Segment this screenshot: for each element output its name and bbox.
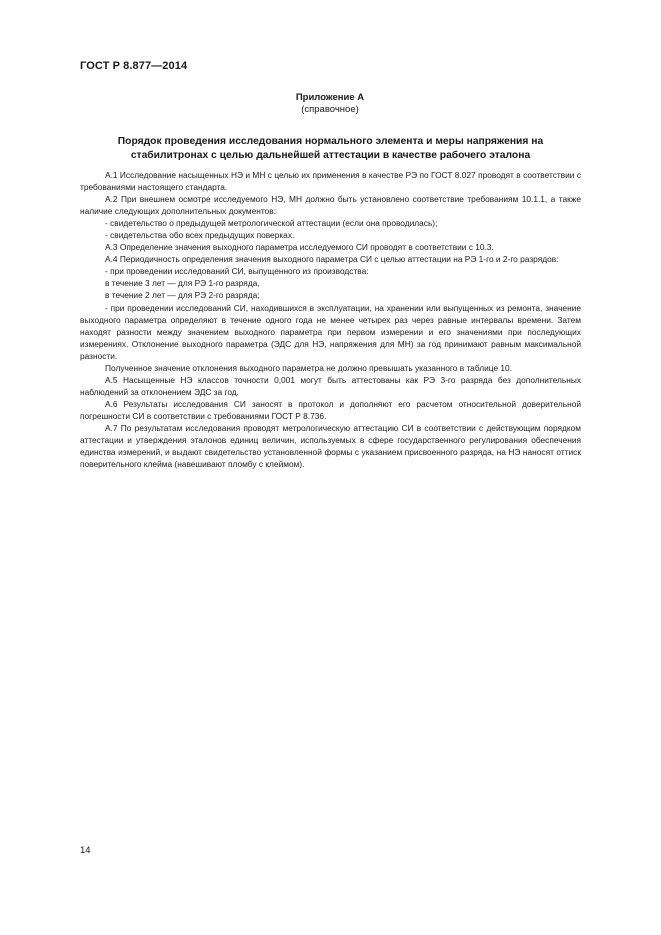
- list-item: в течение 3 лет — для РЭ 1-го разряда,: [105, 278, 260, 289]
- paragraph-a7: А.7 По результатам исследования проводят метрологическую аттестацию СИ в соответствии с действующим порядком аттестации и утверждения эталонов единиц величин, используемых в сфере государственного регулирования обеспечения единства измерений, и выдают свидетельство установленной формы с указанием присвоенного разряда, на НЭ наносят оттиск поверительного клейма (навешивают пломбу с клеймом).: [80, 422, 581, 470]
- list-item: - свидетельство о предыдущей метрологической аттестации (если она проводилась);: [105, 218, 438, 229]
- page-number: 14: [80, 845, 91, 856]
- section-heading: [80, 135, 581, 162]
- paragraph: Полученное значение отклонения выходного параметра не должно превышать указанного в таблице 10.: [105, 362, 513, 373]
- section-heading-line-2: стабилитронах с целью дальнейшей аттестации в качестве рабочего эталона: [130, 149, 531, 161]
- appendix-title: Приложение А: [295, 92, 365, 103]
- list-item: в течение 2 лет — для РЭ 2-го разряда;: [105, 290, 260, 301]
- section-heading-line-1: Порядок проведения исследования нормального элемента и меры напряжения на: [117, 136, 544, 147]
- appendix-label: [80, 92, 580, 116]
- paragraph-a5: А.5 Насыщенные НЭ классов точности 0,001 могут быть аттестованы как РЭ 3-го разряда без дополнительных наблюдений за отклонением ЭДС за год.: [80, 374, 581, 397]
- paragraph-a1: А.1 Исследование насыщенных НЭ и МН с целью их применения в качестве РЭ по ГОСТ 8.027 проводят в соответствии с требованиями настоящего стандарта.: [80, 170, 581, 193]
- list-item: - свидетельства обо всех предыдущих поверках.: [105, 230, 295, 241]
- appendix-subtitle: (справочное): [301, 104, 359, 115]
- paragraph-a4: А.4 Периодичность определения значения выходного параметра СИ с целью аттестации на РЭ 1-го и 2-го разрядов:: [105, 254, 559, 265]
- paragraph-a6: А.6 Результаты исследования СИ заносят в протокол и дополняют его расчетом относительной доверительной погрешности СИ в соответствии с требованиями ГОСТ Р 8.736.: [80, 398, 581, 421]
- body-text: [80, 169, 581, 470]
- running-header: ГОСТ Р 8.877—2014: [80, 60, 188, 72]
- paragraph-a2: А.2 При внешнем осмотре исследуемого НЭ, МН должно быть установлено соответствие требованиям 10.1.1, а также наличие следующих дополнительных документов:: [80, 194, 581, 217]
- paragraph-a3: А.3 Определение значения выходного параметра исследуемого СИ проводят в соответствии с 10.3.: [105, 242, 494, 253]
- list-item: - при проведении исследований СИ, находившихся в эксплуатации, на хранении или выпущенных из ремонта, значение выходного параметра определяют в течение одного года не менее четырех раз через равные интервалы времени. Затем находят разности между значением выходного параметра при первом измерении и его значениями при последующих измерениях. Отклонение выходного параметра (ЭДС для НЭ, напряжения для МН) за год принимают равным максимальной разности.: [80, 302, 581, 361]
- list-item: - при проведении исследований СИ, выпущенного из производства:: [105, 266, 369, 277]
